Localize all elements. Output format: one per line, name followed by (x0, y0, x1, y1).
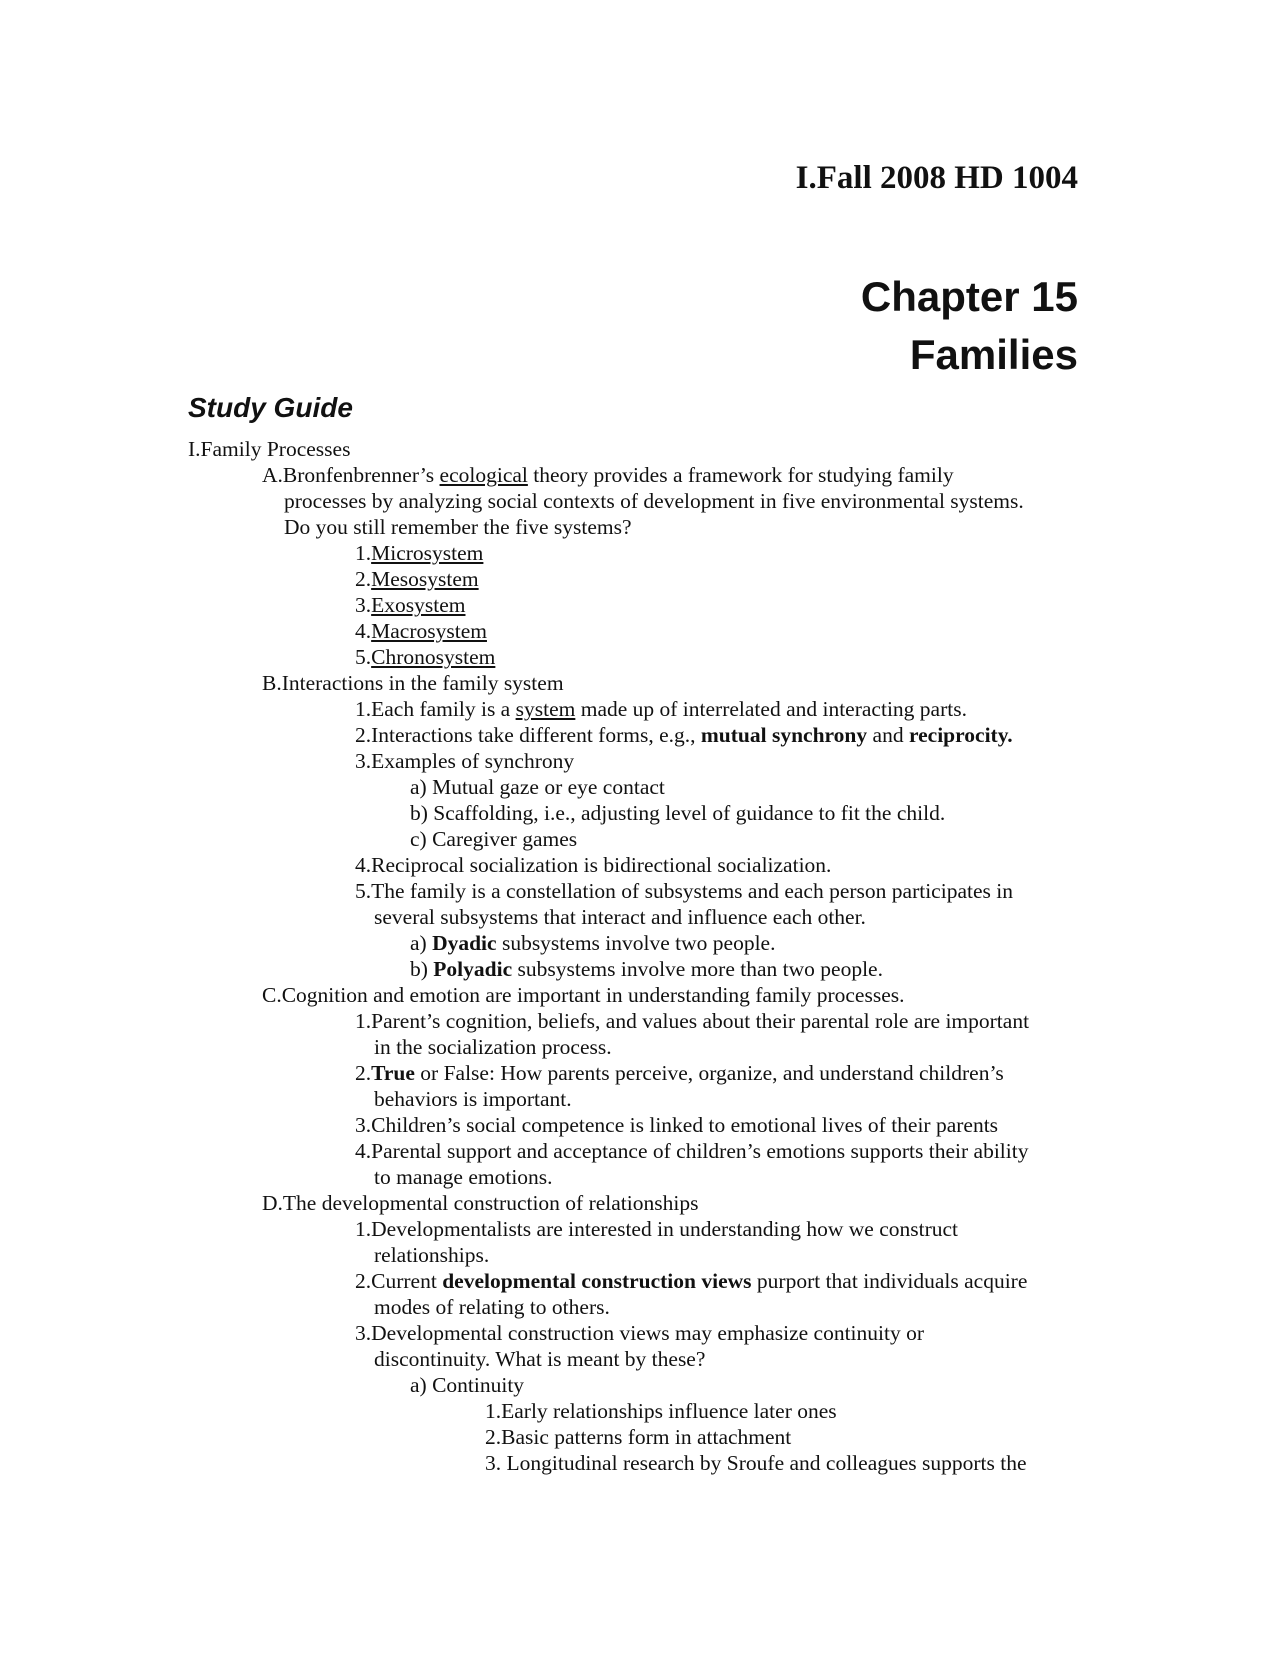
ecological-term: ecological (439, 463, 528, 487)
subsystem-dyadic: a) Dyadic subsystems involve two people. (410, 931, 776, 955)
continuity-item: 3. Longitudinal research by Sroufe and colleagues supports the (485, 1451, 1027, 1475)
continuity-item: 2.Basic patterns form in attachment (485, 1425, 792, 1449)
outline-c-1-cont: in the socialization process. (374, 1035, 612, 1059)
outline-a-cont2: Do you still remember the five systems? (284, 515, 632, 539)
system-item: 3.Exosystem (355, 593, 466, 617)
outline-b-5-cont: several subsystems that interact and influence each other. (374, 905, 866, 929)
outline-b-5: 5.The family is a constellation of subsystems and each person participates in (355, 879, 1013, 903)
outline-d-3: 3.Developmental construction views may emphasize continuity or (355, 1321, 925, 1345)
chapter-title: Families (909, 331, 1078, 378)
outline-d-1: 1.Developmentalists are interested in understanding how we construct (355, 1217, 959, 1241)
outline-a: A.Bronfenbrenner’s ecological theory provides a framework for studying family (262, 463, 954, 487)
outline-d-1-cont: relationships. (374, 1243, 490, 1267)
outline-b: B.Interactions in the family system (262, 671, 564, 695)
outline-d-2-cont: modes of relating to others. (374, 1295, 610, 1319)
synchrony-example: a) Mutual gaze or eye contact (410, 775, 665, 799)
outline-c: C.Cognition and emotion are important in understanding family processes. (262, 983, 905, 1007)
document-header: I.Fall 2008 HD 1004 (795, 160, 1078, 196)
outline-i: I.Family Processes (188, 437, 351, 461)
outline-b-2: 2.Interactions take different forms, e.g., mutual synchrony and reciprocity. (355, 723, 1013, 747)
system-item: 2.Mesosystem (355, 567, 479, 591)
outline-c-2: 2.True or False: How parents perceive, organize, and understand children’s (355, 1061, 1004, 1085)
outline-c-1: 1.Parent’s cognition, beliefs, and values about their parental role are important (355, 1009, 1030, 1033)
outline-d: D.The developmental construction of relationships (262, 1191, 699, 1215)
synchrony-example: b) Scaffolding, i.e., adjusting level of guidance to fit the child. (410, 801, 946, 825)
outline-c-4: 4.Parental support and acceptance of children’s emotions supports their ability (355, 1139, 1029, 1163)
continuity-item: 1.Early relationships influence later ones (485, 1399, 837, 1423)
outline-d-2: 2.Current developmental construction views purport that individuals acquire (355, 1269, 1028, 1293)
system-item: 5.Chronosystem (355, 645, 496, 669)
chapter-number: Chapter 15 (860, 273, 1078, 320)
system-item: 1.Microsystem (355, 541, 484, 565)
outline-c-4-cont: to manage emotions. (374, 1165, 553, 1189)
outline-b-1: 1.Each family is a system made up of interrelated and interacting parts. (355, 697, 967, 721)
system-item: 4.Macrosystem (355, 619, 487, 643)
outline-c-3: 3.Children’s social competence is linked to emotional lives of their parents (355, 1113, 999, 1137)
outline-b-4: 4.Reciprocal socialization is bidirectional socialization. (355, 853, 832, 877)
synchrony-example: c) Caregiver games (410, 827, 578, 851)
outline-d-3-cont: discontinuity. What is meant by these? (374, 1347, 706, 1371)
outline-a-cont1: processes by analyzing social contexts of development in five environmental systems. (284, 489, 1024, 513)
subsystem-polyadic: b) Polyadic subsystems involve more than two people. (410, 957, 883, 981)
continuity-heading: a) Continuity (410, 1373, 525, 1397)
outline-c-2-cont: behaviors is important. (374, 1087, 572, 1111)
study-guide-heading: Study Guide (188, 392, 353, 423)
outline-b-3: 3.Examples of synchrony (355, 749, 575, 773)
